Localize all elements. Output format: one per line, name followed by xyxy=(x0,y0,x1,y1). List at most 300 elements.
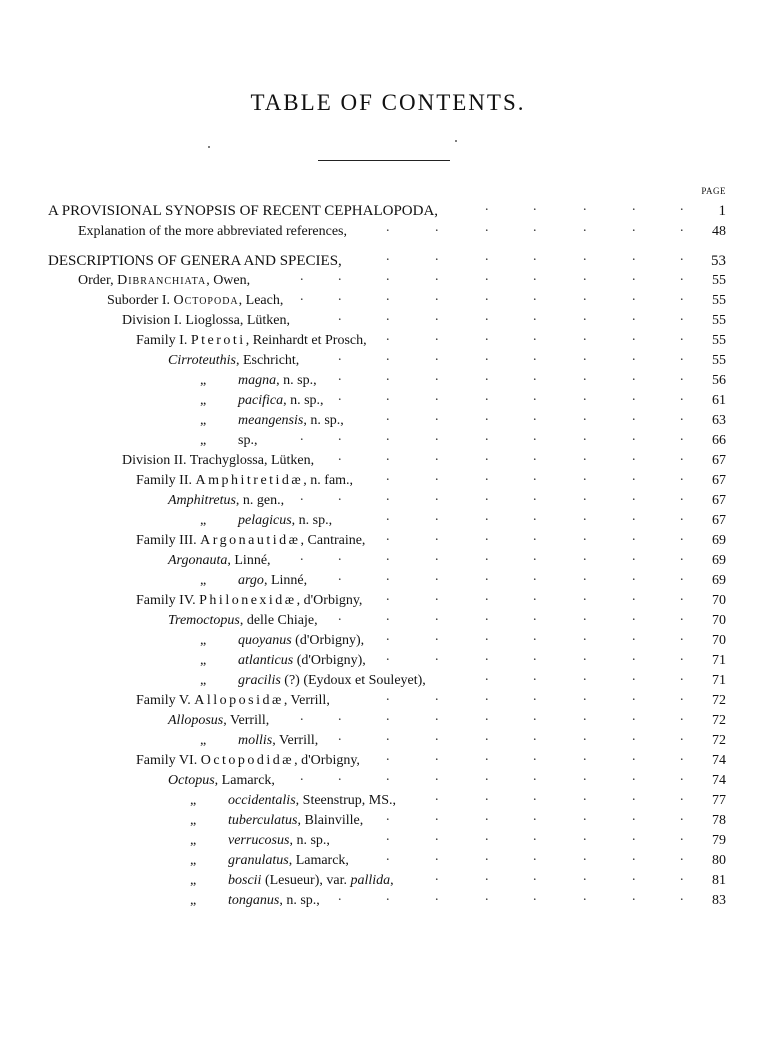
leader-dot: . xyxy=(533,349,537,364)
leader-dot: . xyxy=(485,729,489,744)
leader-dot: . xyxy=(632,369,636,384)
leader-dot: . xyxy=(533,469,537,484)
leader-dot: . xyxy=(386,409,390,424)
page-number: 55 xyxy=(712,293,726,308)
leader-dot: . xyxy=(435,769,439,784)
leader-dot: . xyxy=(680,789,684,804)
taxon-name: Argonautidæ xyxy=(200,533,301,548)
leader-dot: . xyxy=(583,629,587,644)
ditto-mark: „ xyxy=(200,633,207,648)
leader-dot: . xyxy=(533,369,537,384)
leader-dot: . xyxy=(485,669,489,684)
entry-prefix: Family II. xyxy=(136,473,196,488)
leader-dot: . xyxy=(632,729,636,744)
toc-entry-label xyxy=(136,530,365,552)
leader-dot: . xyxy=(632,220,636,235)
leader-dot: . xyxy=(485,609,489,624)
leader-dot: . xyxy=(583,199,587,214)
leader-dot: . xyxy=(680,589,684,604)
ditto-mark: „ xyxy=(200,373,207,388)
leader-dot: . xyxy=(485,489,489,504)
toc-entry-label xyxy=(122,450,314,472)
toc-entry-label xyxy=(168,350,299,372)
toc-entry-label xyxy=(48,250,342,272)
toc-entry xyxy=(0,850,776,872)
leader-dot: . xyxy=(632,489,636,504)
leader-dot: . xyxy=(386,429,390,444)
leader-dot: . xyxy=(680,669,684,684)
taxon-name: pacifica xyxy=(238,393,284,408)
leader-dot: . xyxy=(632,289,636,304)
toc-entry-label xyxy=(200,390,324,412)
leader-dot: . xyxy=(680,609,684,624)
leader-dot: . xyxy=(680,869,684,884)
leader-dot: . xyxy=(680,429,684,444)
taxon-name: gracilis xyxy=(238,673,281,688)
leader-dot: . xyxy=(632,769,636,784)
taxon-name: meangensis xyxy=(238,413,304,428)
toc-entry-label xyxy=(122,310,290,332)
leader-dot: . xyxy=(300,709,304,724)
leader-dot: . xyxy=(485,409,489,424)
leader-dot: . xyxy=(632,469,636,484)
leader-dot: . xyxy=(485,349,489,364)
toc-entry-label xyxy=(107,290,283,312)
leader-dot: . xyxy=(485,889,489,904)
page-number: 83 xyxy=(712,893,726,908)
leader-dot: . xyxy=(435,849,439,864)
leader-dot: . xyxy=(583,489,587,504)
taxon-name: tonganus xyxy=(228,893,280,908)
leader-dot: . xyxy=(300,769,304,784)
leader-dot: . xyxy=(435,789,439,804)
leader-dot: . xyxy=(386,629,390,644)
toc-entry-label xyxy=(200,650,366,672)
page-number: 55 xyxy=(712,273,726,288)
leader-dot: . xyxy=(533,829,537,844)
leader-dot: . xyxy=(680,529,684,544)
leader-dot: . xyxy=(435,349,439,364)
leader-dot: . xyxy=(680,199,684,214)
leader-dot: . xyxy=(533,789,537,804)
entry-text: Division II. Trachyglossa, Lütken, xyxy=(122,453,315,468)
leader-dot: . xyxy=(435,269,439,284)
leader-dot: . xyxy=(533,809,537,824)
leader-dot: . xyxy=(533,889,537,904)
speck xyxy=(208,146,210,148)
toc-entry xyxy=(0,890,776,912)
taxon-name: Octopodidæ xyxy=(200,753,295,768)
entry-suffix: , Reinhardt et Prosch, xyxy=(245,333,367,348)
page-number: 80 xyxy=(712,853,726,868)
leader-dot: . xyxy=(435,449,439,464)
leader-dot: . xyxy=(300,269,304,284)
entry-suffix: , Owen, xyxy=(206,273,251,288)
page-number: 69 xyxy=(712,573,726,588)
leader-dot: . xyxy=(680,689,684,704)
leader-dot: . xyxy=(533,869,537,884)
leader-dot: . xyxy=(583,469,587,484)
leader-dot: . xyxy=(435,409,439,424)
leader-dot: . xyxy=(632,409,636,424)
entry-suffix: , Eschricht, xyxy=(235,353,300,368)
leader-dot: . xyxy=(632,449,636,464)
entry-suffix: , n. sp., xyxy=(289,833,330,848)
leader-dot: . xyxy=(533,669,537,684)
leader-dot: . xyxy=(680,889,684,904)
leader-dot: . xyxy=(583,289,587,304)
leader-dot: . xyxy=(533,289,537,304)
leader-dot: . xyxy=(435,649,439,664)
leader-dot: . xyxy=(485,689,489,704)
leader-dot: . xyxy=(632,649,636,664)
leader-dot: . xyxy=(338,569,342,584)
leader-dot: . xyxy=(632,589,636,604)
taxon-name: verrucosus xyxy=(228,833,290,848)
leader-dot: . xyxy=(485,249,489,264)
leader-dot: . xyxy=(680,220,684,235)
entry-suffix: , Verrill, xyxy=(223,713,270,728)
ditto-mark: „ xyxy=(190,833,197,848)
ditto-mark: „ xyxy=(200,573,207,588)
entry-text: Division I. Lioglossa, Lütken, xyxy=(122,313,290,328)
taxon-name: Cirroteuthis xyxy=(168,353,236,368)
toc-entry-label xyxy=(190,870,394,892)
leader-dot: . xyxy=(386,329,390,344)
leader-dot: . xyxy=(435,509,439,524)
leader-dot: . xyxy=(485,809,489,824)
leader-dot: . xyxy=(435,220,439,235)
leader-dot: . xyxy=(583,749,587,764)
leader-dot: . xyxy=(632,709,636,724)
leader-dot: . xyxy=(338,429,342,444)
toc-entry-label xyxy=(78,270,250,292)
toc-entry-label xyxy=(168,710,269,732)
page-number: 69 xyxy=(712,553,726,568)
leader-dot: . xyxy=(435,869,439,884)
leader-dot: . xyxy=(485,369,489,384)
speck xyxy=(455,140,457,142)
taxon-name: Amphitretidæ xyxy=(195,473,304,488)
leader-dot: . xyxy=(583,529,587,544)
leader-dot: . xyxy=(435,369,439,384)
entry-text: Explanation of the more abbreviated references, xyxy=(78,224,347,239)
entry-suffix: , n. sp., xyxy=(283,393,324,408)
leader-dot: . xyxy=(583,609,587,624)
leader-dot: . xyxy=(485,389,489,404)
leader-dot: . xyxy=(386,889,390,904)
leader-dot: . xyxy=(632,809,636,824)
leader-dot: . xyxy=(533,220,537,235)
page-number: 63 xyxy=(712,413,726,428)
leader-dot: . xyxy=(386,449,390,464)
leader-dot: . xyxy=(435,469,439,484)
leader-dot: . xyxy=(583,769,587,784)
leader-dot: . xyxy=(386,469,390,484)
leader-dot: . xyxy=(632,429,636,444)
entry-suffix: , n. fam., xyxy=(303,473,354,488)
leader-dot: . xyxy=(533,409,537,424)
leader-dot: . xyxy=(632,569,636,584)
entry-suffix: , delle Chiaje, xyxy=(239,613,318,628)
toc-entry-label xyxy=(136,750,360,772)
leader-dot: . xyxy=(386,489,390,504)
leader-dot: . xyxy=(300,429,304,444)
toc-entry-label xyxy=(48,200,438,222)
page-number: 70 xyxy=(712,593,726,608)
leader-dot: . xyxy=(680,409,684,424)
leader-dot: . xyxy=(338,309,342,324)
leader-dot: . xyxy=(386,289,390,304)
leader-dot: . xyxy=(583,429,587,444)
leader-dot: . xyxy=(338,449,342,464)
entry-prefix: Family III. xyxy=(136,533,201,548)
taxon-name: mollis xyxy=(238,733,273,748)
leader-dot: . xyxy=(533,199,537,214)
ditto-mark: „ xyxy=(200,393,207,408)
leader-dot: . xyxy=(435,489,439,504)
leader-dot: . xyxy=(435,289,439,304)
leader-dot: . xyxy=(485,549,489,564)
leader-dot: . xyxy=(533,729,537,744)
leader-dot: . xyxy=(533,589,537,604)
page-number: 67 xyxy=(712,513,726,528)
leader-dot: . xyxy=(680,849,684,864)
leader-dot: . xyxy=(533,509,537,524)
leader-dot: . xyxy=(632,609,636,624)
leader-dot: . xyxy=(435,809,439,824)
leader-dot: . xyxy=(485,589,489,604)
ditto-mark: „ xyxy=(190,793,197,808)
page-number: 67 xyxy=(712,473,726,488)
leader-dot: . xyxy=(583,220,587,235)
taxon-name: Pteroti xyxy=(190,333,246,348)
leader-dot: . xyxy=(680,629,684,644)
taxon-name: magna xyxy=(238,373,277,388)
page-number: 72 xyxy=(712,713,726,728)
ditto-mark: „ xyxy=(200,653,207,668)
leader-dot: . xyxy=(680,829,684,844)
leader-dot: . xyxy=(386,509,390,524)
page-number: 70 xyxy=(712,633,726,648)
taxon-name: Amphitretus xyxy=(168,493,236,508)
leader-dot: . xyxy=(338,769,342,784)
leader-dot: . xyxy=(386,809,390,824)
toc-entry-label xyxy=(190,790,396,812)
page-number: 67 xyxy=(712,453,726,468)
leader-dot: . xyxy=(583,889,587,904)
entry-suffix: , Lamarck, xyxy=(214,773,275,788)
entry-text: A PROVISIONAL SYNOPSIS OF RECENT CEPHALOPODA, xyxy=(48,203,439,219)
leader-dot: . xyxy=(386,369,390,384)
leader-dot: . xyxy=(680,549,684,564)
leader-dot: . xyxy=(680,449,684,464)
taxon-name: boscii xyxy=(228,873,262,888)
leader-dot: . xyxy=(435,609,439,624)
entry-suffix: , n. sp., xyxy=(276,373,317,388)
entry-suffix: , Lamarck, xyxy=(288,853,349,868)
leader-dot: . xyxy=(338,729,342,744)
leader-dot: . xyxy=(338,489,342,504)
toc-entry-label xyxy=(190,890,320,912)
entry-prefix: Family V. xyxy=(136,693,195,708)
leader-dot: . xyxy=(533,629,537,644)
leader-dot: . xyxy=(680,289,684,304)
leader-dot: . xyxy=(485,749,489,764)
leader-dot: . xyxy=(386,309,390,324)
leader-dot: . xyxy=(435,249,439,264)
leader-dot: . xyxy=(300,489,304,504)
leader-dot: . xyxy=(533,309,537,324)
leader-dot: . xyxy=(485,829,489,844)
page-number: 69 xyxy=(712,533,726,548)
ditto-mark: „ xyxy=(200,513,207,528)
taxon-name: pelagicus xyxy=(238,513,292,528)
leader-dot: . xyxy=(435,889,439,904)
toc-entry-label xyxy=(190,850,349,872)
leader-dot: . xyxy=(632,849,636,864)
leader-dot: . xyxy=(533,649,537,664)
leader-dot: . xyxy=(485,289,489,304)
leader-dot: . xyxy=(583,369,587,384)
leader-dot: . xyxy=(533,489,537,504)
toc-entry-label xyxy=(136,330,367,352)
toc-entry-label xyxy=(190,830,330,852)
leader-dot: . xyxy=(632,249,636,264)
toc-entry-label xyxy=(200,370,317,392)
leader-dot: . xyxy=(583,649,587,664)
leader-dot: . xyxy=(583,849,587,864)
leader-dot: . xyxy=(632,789,636,804)
leader-dot: . xyxy=(583,269,587,284)
leader-dot: . xyxy=(435,729,439,744)
leader-dot: . xyxy=(485,220,489,235)
leader-dot: . xyxy=(583,829,587,844)
toc-entry xyxy=(0,221,776,243)
leader-dot: . xyxy=(386,389,390,404)
toc-entry-label xyxy=(168,770,275,792)
leader-dot: . xyxy=(386,349,390,364)
leader-dot: . xyxy=(435,589,439,604)
taxon-name: Octopoda xyxy=(173,293,239,308)
leader-dot: . xyxy=(338,389,342,404)
entry-suffix: (?) (Eydoux et Souleyet), xyxy=(280,673,426,688)
leader-dot: . xyxy=(485,309,489,324)
leader-dot: . xyxy=(386,269,390,284)
leader-dot: . xyxy=(435,689,439,704)
toc-entry xyxy=(0,650,776,672)
leader-dot: . xyxy=(632,349,636,364)
entry-prefix: Suborder I. xyxy=(107,293,174,308)
leader-dot: . xyxy=(583,869,587,884)
page-number: 55 xyxy=(712,353,726,368)
taxon-name: Dibranchiata xyxy=(117,273,207,288)
entry-suffix: , n. sp., xyxy=(291,513,333,528)
leader-dot: . xyxy=(485,869,489,884)
leader-dot: . xyxy=(680,749,684,764)
leader-dot: . xyxy=(386,649,390,664)
leader-dot: . xyxy=(435,749,439,764)
page-number: 74 xyxy=(712,773,726,788)
leader-dot: . xyxy=(583,329,587,344)
leader-dot: . xyxy=(485,269,489,284)
page-number: 48 xyxy=(712,224,726,239)
toc-entry-label xyxy=(200,570,307,592)
leader-dot: . xyxy=(338,889,342,904)
leader-dot: . xyxy=(632,199,636,214)
leader-dot: . xyxy=(533,529,537,544)
ditto-mark: „ xyxy=(200,733,207,748)
toc-entry-label xyxy=(168,610,318,632)
leader-dot: . xyxy=(386,829,390,844)
leader-dot: . xyxy=(632,509,636,524)
leader-dot: . xyxy=(632,329,636,344)
taxon-name: quoyanus xyxy=(238,633,292,648)
leader-dot: . xyxy=(533,749,537,764)
toc-entry-label xyxy=(200,630,364,652)
leader-dot: . xyxy=(533,329,537,344)
entry-suffix: , Linné, xyxy=(227,553,271,568)
leader-dot: . xyxy=(485,789,489,804)
leader-dot: . xyxy=(583,809,587,824)
toc-entry-label xyxy=(168,550,271,572)
leader-dot: . xyxy=(583,709,587,724)
leader-dot: . xyxy=(300,289,304,304)
leader-dot: . xyxy=(435,309,439,324)
entry-suffix: , Cantraine, xyxy=(300,533,366,548)
leader-dot: . xyxy=(632,689,636,704)
leader-dot: . xyxy=(632,309,636,324)
leader-dot: . xyxy=(680,469,684,484)
leader-dot: . xyxy=(533,569,537,584)
page-number: 67 xyxy=(712,493,726,508)
leader-dot: . xyxy=(485,709,489,724)
page-number: 70 xyxy=(712,613,726,628)
leader-dot: . xyxy=(386,549,390,564)
leader-dot: . xyxy=(583,589,587,604)
ditto-mark: „ xyxy=(190,893,197,908)
leader-dot: . xyxy=(632,529,636,544)
leader-dot: . xyxy=(386,529,390,544)
leader-dot: . xyxy=(338,369,342,384)
leader-dot: . xyxy=(680,569,684,584)
taxon-name: granulatus xyxy=(228,853,289,868)
page-number: 78 xyxy=(712,813,726,828)
entry-prefix: Order, xyxy=(78,273,118,288)
leader-dot: . xyxy=(632,549,636,564)
entry-suffix: sp., xyxy=(238,433,258,448)
entry-suffix: , n. gen., xyxy=(235,493,285,508)
entry-suffix: , Verrill, xyxy=(283,693,330,708)
leader-dot: . xyxy=(583,689,587,704)
title-rule xyxy=(318,160,450,161)
page-number: 55 xyxy=(712,333,726,348)
leader-dot: . xyxy=(583,449,587,464)
leader-dot: . xyxy=(338,709,342,724)
leader-dot: . xyxy=(338,289,342,304)
ditto-mark: „ xyxy=(200,673,207,688)
leader-dot: . xyxy=(680,709,684,724)
leader-dot: . xyxy=(583,309,587,324)
leader-dot: . xyxy=(338,609,342,624)
page-number: 79 xyxy=(712,833,726,848)
leader-dot: . xyxy=(435,329,439,344)
leader-dot: . xyxy=(533,609,537,624)
leader-dot: . xyxy=(435,629,439,644)
page-column-header: PAGE xyxy=(701,186,726,196)
entry-suffix: , Linné, xyxy=(263,573,308,588)
leader-dot: . xyxy=(533,709,537,724)
